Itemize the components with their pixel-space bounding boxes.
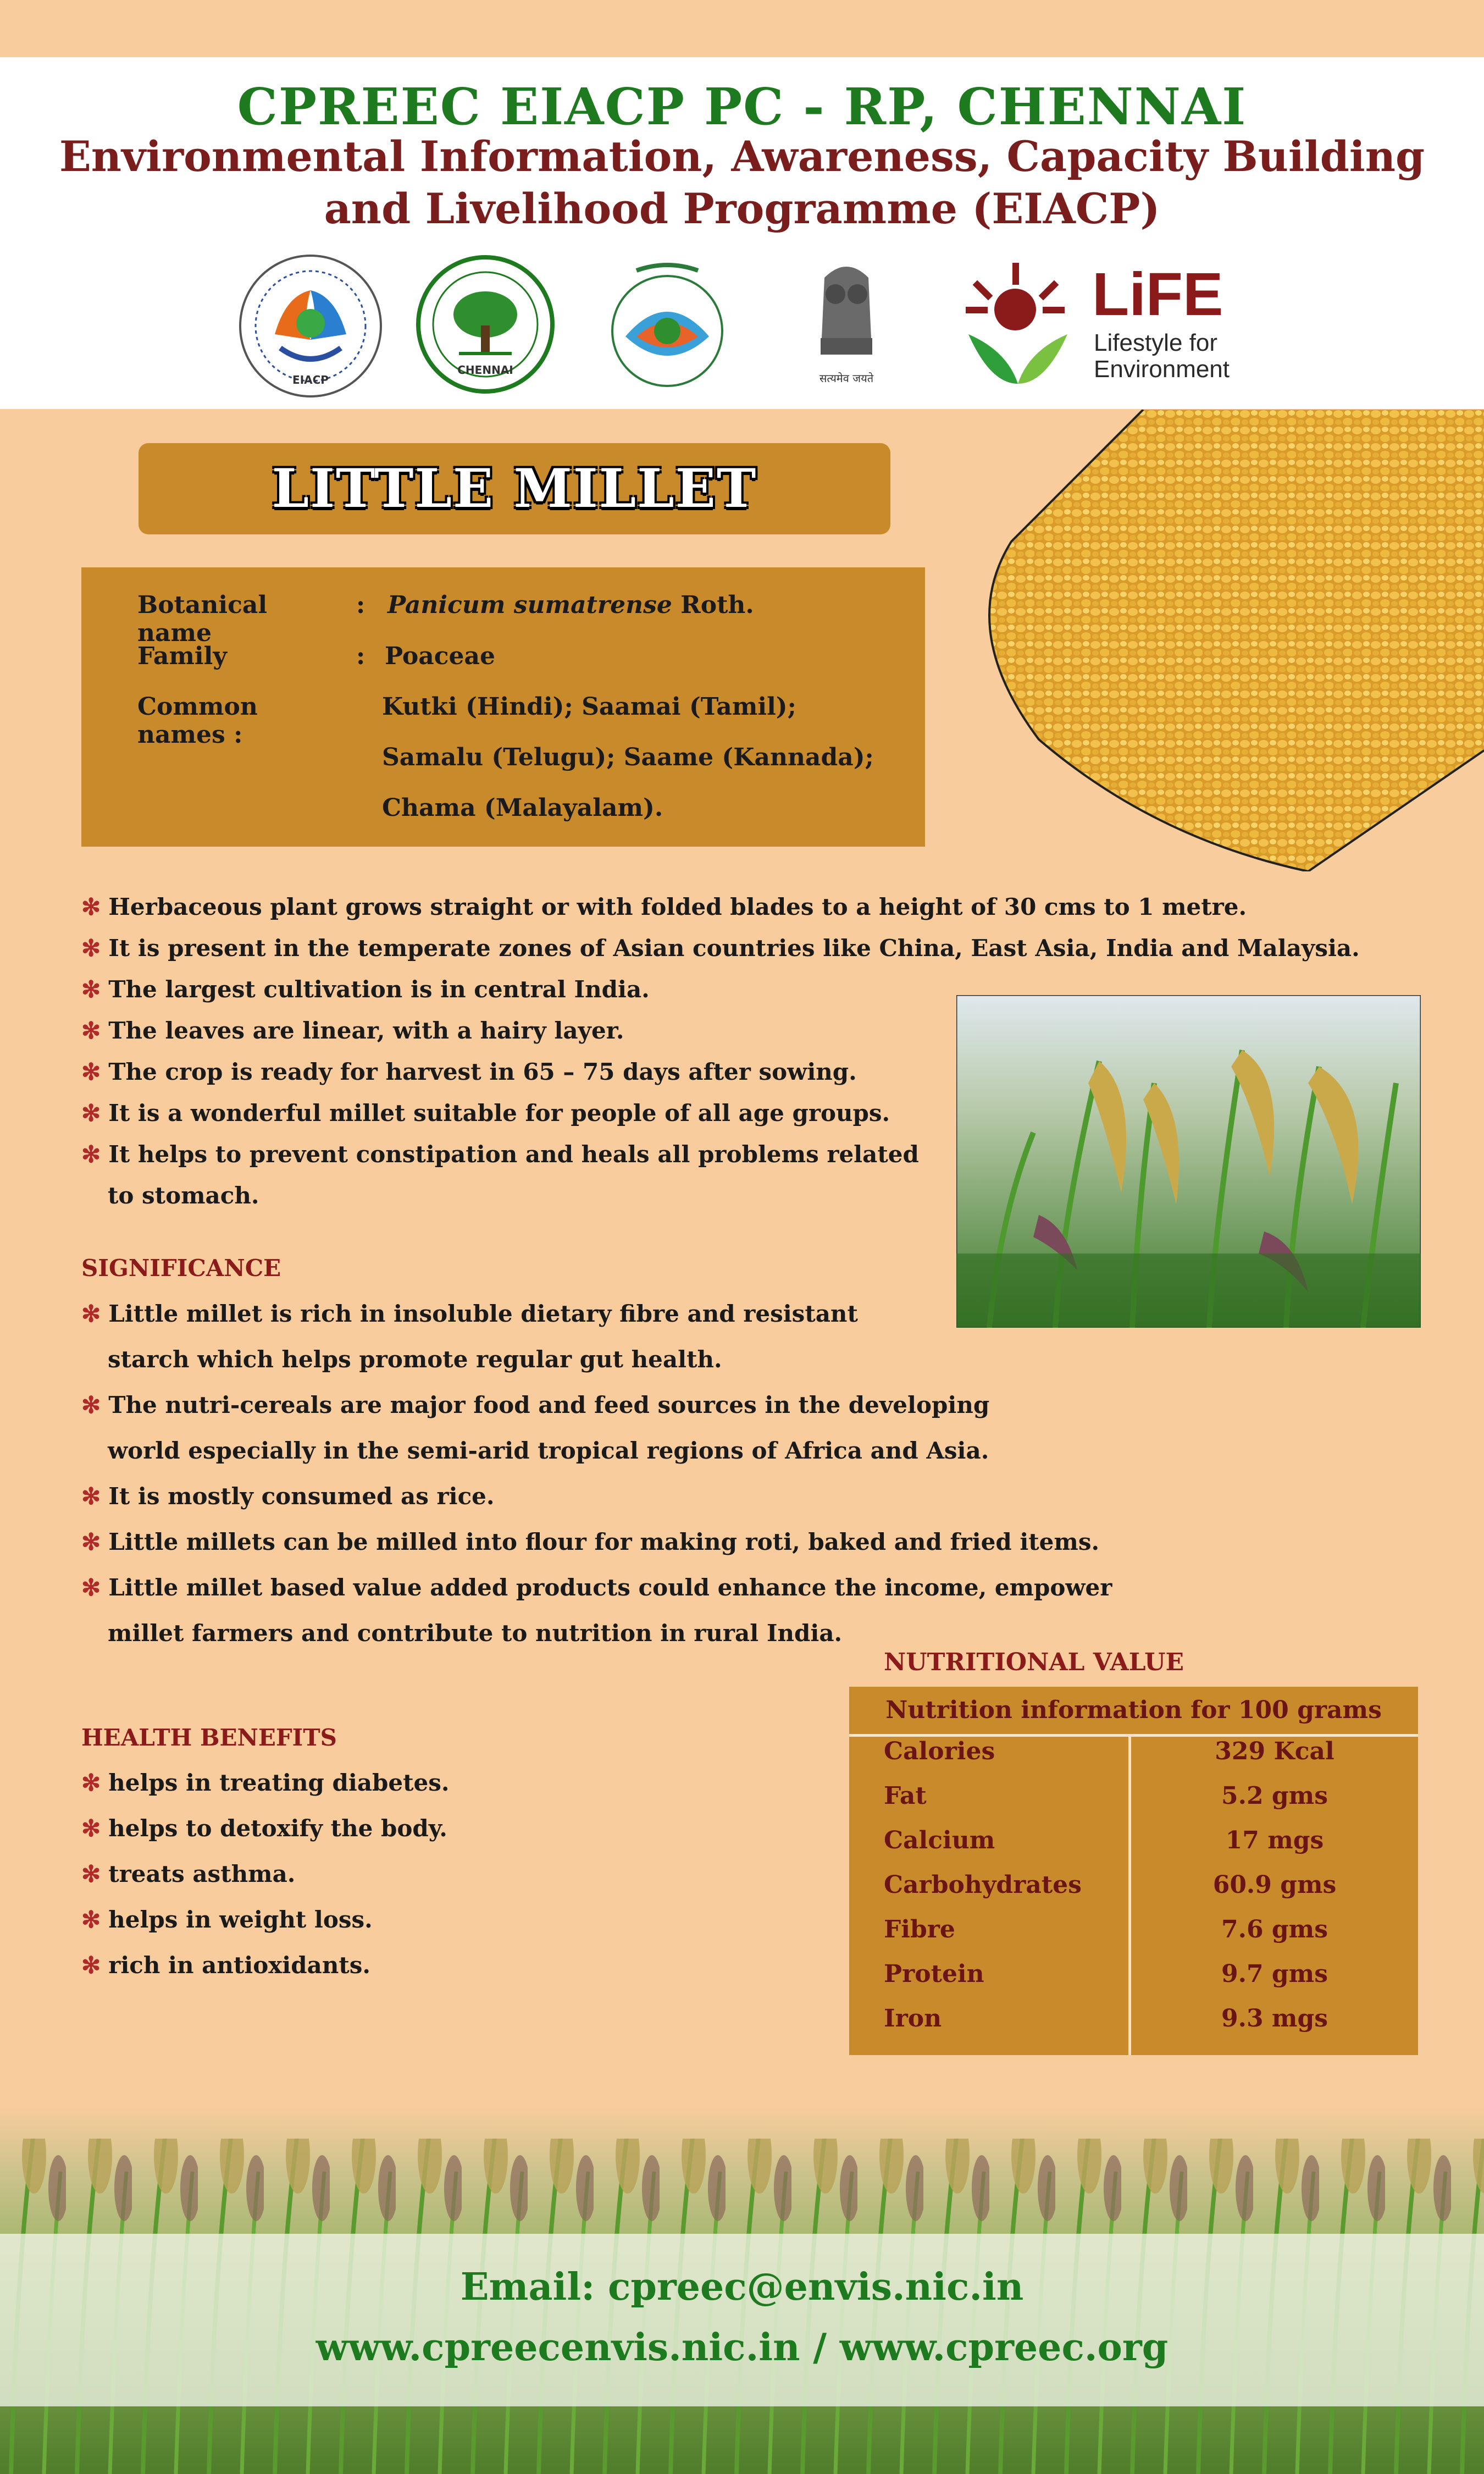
- family-label: Family: [137, 642, 227, 670]
- botanical-name-value: [387, 591, 754, 619]
- life-logo: [957, 257, 1254, 392]
- common-names-line2: Samalu (Telugu); Saame (Kannada);: [382, 743, 874, 771]
- contact-websites[interactable]: www.cpreecenvis.nic.in / www.cpreec.org: [315, 2326, 1169, 2370]
- footer-contact-panel: [0, 2234, 1484, 2406]
- health-benefit-item: ✻ helps in treating diabetes.: [81, 1769, 450, 1796]
- top-strip: [0, 0, 1484, 57]
- life-subtitle-1: Lifestyle for: [1094, 329, 1217, 356]
- health-benefit-item: ✻ helps to detoxify the body.: [81, 1815, 447, 1842]
- millet-grains-image: [978, 410, 1484, 871]
- eiacp-caption: EIACP: [292, 373, 329, 386]
- family-value: Poaceae: [385, 642, 496, 670]
- health-benefits-heading: HEALTH BENEFITS: [81, 1724, 337, 1751]
- common-names-label: Common names :: [137, 693, 258, 749]
- significance-item: ✻ Little millets can be milled into flour for making roti, baked and fried items.: [81, 1528, 1100, 1555]
- fact-item: ✻ The crop is ready for harvest in 65 – 75 days after sowing.: [81, 1058, 857, 1085]
- eiacp-logo: [236, 252, 385, 400]
- significance-item-continued: millet farmers and contribute to nutrition in rural India.: [108, 1620, 843, 1647]
- health-benefit-item: ✻ helps in weight loss.: [81, 1906, 373, 1933]
- programme-title-line2: and Livelihood Programme (EIACP): [324, 184, 1160, 233]
- national-emblem-logo: [805, 256, 888, 393]
- nutrient-value: 329 Kcal: [1215, 1737, 1335, 1765]
- significance-item: ✻ Little millet based value added products could enhance the income, empower: [81, 1574, 1112, 1601]
- life-subtitle-2: Environment: [1094, 356, 1230, 383]
- botanical-name-authority: Roth.: [672, 591, 754, 619]
- botanical-colon: :: [356, 591, 366, 619]
- fact-item: ✻ It is present in the temperate zones of Asian countries like China, East Asia, India and Malaysia.: [81, 935, 1360, 962]
- nutrient-name: Fat: [884, 1782, 927, 1810]
- nutrition-table-caption: Nutrition information for 100 grams: [885, 1696, 1382, 1724]
- fact-item-continued: to stomach.: [108, 1182, 259, 1209]
- common-names-line1: Kutki (Hindi); Saamai (Tamil);: [382, 693, 796, 721]
- family-colon: :: [356, 642, 366, 670]
- page-title: LITTLE MILLET: [272, 457, 757, 520]
- nutrient-name: Carbohydrates: [884, 1871, 1082, 1899]
- life-title: LiFE: [1092, 261, 1223, 328]
- fact-item: ✻ Herbaceous plant grows straight or with folded blades to a height of 30 cms to 1 metre.: [81, 893, 1247, 920]
- fact-item: ✻ It is a wonderful millet suitable for people of all age groups.: [81, 1100, 890, 1126]
- health-benefit-item: ✻ rich in antioxidants.: [81, 1952, 371, 1979]
- botanical-name-italic: Panicum sumatrense: [387, 591, 672, 619]
- significance-item: ✻ It is mostly consumed as rice.: [81, 1483, 495, 1510]
- org-title: CPREEC EIACP PC - RP, CHENNAI: [237, 77, 1247, 136]
- nutrient-value: 5.2 gms: [1221, 1782, 1328, 1810]
- health-benefit-item: ✻ treats asthma.: [81, 1860, 296, 1887]
- nutrient-value: 9.3 mgs: [1221, 2004, 1328, 2033]
- nature-protects-logo: [603, 254, 731, 395]
- cpreec-caption: CHENNAI: [457, 363, 513, 377]
- botanical-name-label: Botanical name: [137, 591, 268, 647]
- nutrient-value: 9.7 gms: [1221, 1960, 1328, 1988]
- cpreec-logo: [415, 254, 556, 395]
- nutrient-value: 60.9 gms: [1212, 1871, 1337, 1899]
- nutrient-value: 17 mgs: [1225, 1826, 1324, 1854]
- significance-heading: SIGNIFICANCE: [81, 1255, 281, 1282]
- nutrient-name: Calories: [884, 1737, 995, 1765]
- significance-item: ✻ The nutri-cereals are major food and feed sources in the developing: [81, 1391, 990, 1418]
- fact-item: ✻ It helps to prevent constipation and heals all problems related: [81, 1141, 919, 1168]
- little-millet-plant-photo: [956, 995, 1421, 1328]
- significance-item: ✻ Little millet is rich in insoluble dietary fibre and resistant: [81, 1300, 858, 1327]
- significance-item-continued: starch which helps promote regular gut health.: [108, 1346, 722, 1373]
- emblem-caption: सत्यमेव जयते: [819, 372, 874, 385]
- nutrient-value: 7.6 gms: [1221, 1915, 1328, 1943]
- fact-item: ✻ The leaves are linear, with a hairy layer.: [81, 1017, 624, 1044]
- significance-item-continued: world especially in the semi-arid tropical regions of Africa and Asia.: [108, 1437, 989, 1464]
- contact-email[interactable]: Email: cpreec@envis.nic.in: [460, 2265, 1024, 2309]
- common-names-line3: Chama (Malayalam).: [382, 794, 663, 822]
- programme-title-line1: Environmental Information, Awareness, Capacity Building: [59, 132, 1425, 181]
- nutrient-name: Iron: [884, 2004, 942, 2033]
- nutrition-heading: NUTRITIONAL VALUE: [884, 1648, 1184, 1676]
- fact-item: ✻ The largest cultivation is in central India.: [81, 976, 650, 1003]
- nutrient-name: Calcium: [884, 1826, 995, 1854]
- nutrient-name: Protein: [884, 1960, 984, 1988]
- nutrient-name: Fibre: [884, 1915, 955, 1943]
- nutrition-table-divider: [849, 1734, 1418, 1737]
